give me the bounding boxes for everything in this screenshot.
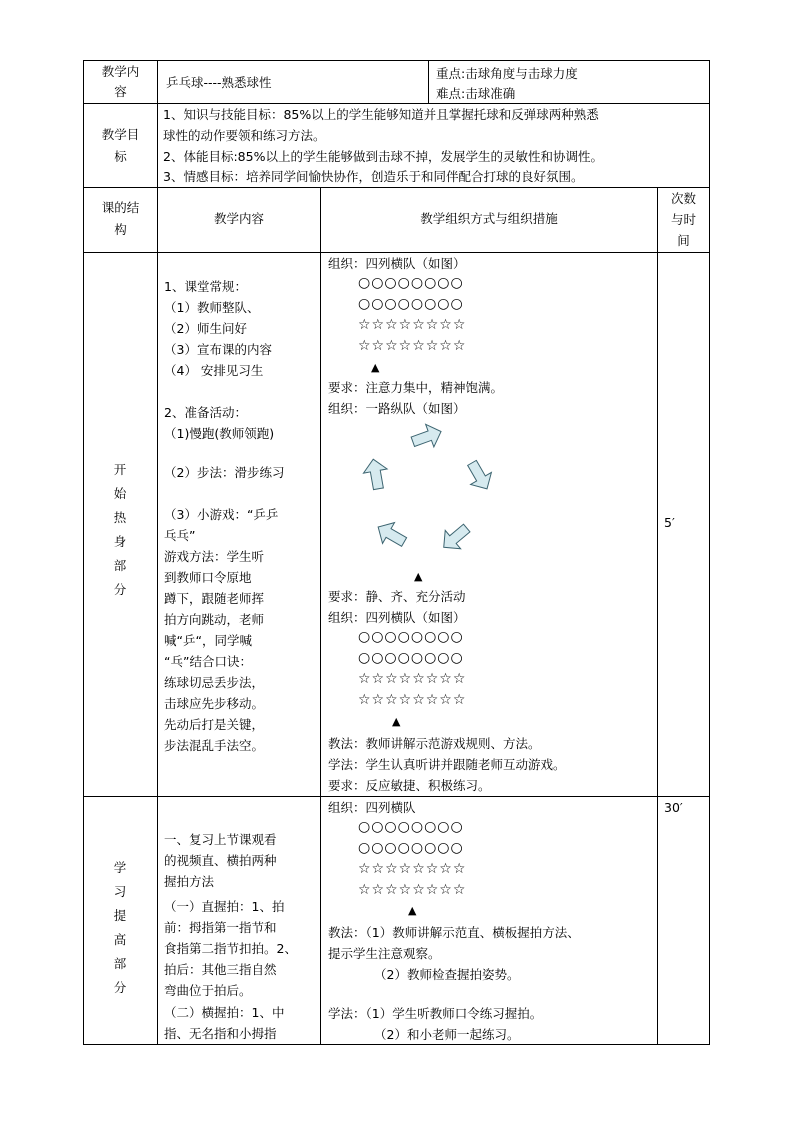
content-label: 教学内 容: [101, 64, 140, 99]
warmup-content-line: （2）步法：滑步练习: [164, 465, 285, 480]
warmup-content-line: （3）宣布课的内容: [164, 342, 272, 357]
key-point: 重点:击球角度与击球力度: [436, 66, 578, 81]
warmup-req-2: 要求：静、齐、充分活动: [328, 589, 466, 604]
teacher-marker: ▲: [392, 715, 401, 728]
warmup-content-line: 练球切忌丢步法，: [164, 675, 265, 690]
warmup-teach: 教法：教师讲解示范游戏规则、方法。: [328, 736, 541, 751]
warmup-time: 5′: [664, 515, 675, 530]
goal-line: 2、体能目标:85%以上的学生能够做到击球不掉，发展学生的灵敏性和协调性。: [163, 149, 603, 164]
study-content-line: 的视频直、横拍两种: [164, 853, 277, 868]
warmup-content-line: （2）师生问好: [164, 321, 247, 336]
formation-row-stars: ☆☆☆☆☆☆☆☆: [358, 338, 467, 354]
goals-label: 教学目 标: [101, 127, 140, 164]
formation-row-circles: ○○○○○○○○: [358, 275, 464, 291]
table-border-top: [83, 60, 709, 61]
arrow-icon: [462, 457, 498, 495]
formation-row-circles: ○○○○○○○○: [358, 819, 464, 835]
study-content-line: 握拍方法: [164, 874, 215, 889]
formation-row-stars: ☆☆☆☆☆☆☆☆: [358, 671, 467, 687]
col-content: 教学内容: [213, 211, 264, 226]
warmup-content-line: 2、准备活动：: [164, 405, 247, 420]
study-content-line: 弯曲位于拍后。: [164, 983, 252, 998]
table-border-right: [709, 60, 710, 1045]
arrow-icon: [436, 519, 474, 557]
goal-line: 3、情感目标：培养同学间愉快协作，创造乐于和同伴配合打球的良好氛围。: [163, 169, 584, 184]
goal-line: 1、知识与技能目标：85%以上的学生能够知道并且掌握托球和反弹球两种熟悉: [163, 107, 599, 122]
study-content-line: （二）横握拍：1、中: [164, 1005, 285, 1020]
study-content-line: 前：拇指第一指节和: [164, 920, 277, 935]
study-teach-3: （2）教师检查握拍姿势。: [374, 967, 520, 982]
formation-row-stars: ☆☆☆☆☆☆☆☆: [358, 882, 467, 898]
formation-row-circles: ○○○○○○○○: [358, 629, 464, 645]
warmup-content-line: （1)慢跑(教师领跑): [164, 426, 275, 441]
formation-row-circles: ○○○○○○○○: [358, 650, 464, 666]
study-teach-1: 教法：（1）教师讲解示范直、横板握拍方法、: [328, 925, 580, 940]
difficulty: 难点:击球准确: [436, 86, 516, 101]
study-section-label: 学 习 提 高 部 分: [113, 860, 127, 995]
running-loop-diagram: [340, 415, 520, 565]
warmup-content-line: 击球应先步移动。: [164, 696, 265, 711]
warmup-content-line: “乓”结合口诀：: [164, 654, 252, 669]
table-rule: [83, 187, 709, 188]
formation-row-stars: ☆☆☆☆☆☆☆☆: [358, 861, 467, 877]
warmup-learn: 学法：学生认真听讲并跟随老师互动游戏。: [328, 757, 566, 772]
warmup-content-line: （3）小游戏：“乒乒: [164, 507, 279, 522]
study-learn-2: （2）和小老师一起练习。: [374, 1027, 520, 1042]
study-content-line: （一）直握拍：1、拍: [164, 899, 285, 914]
warmup-content-line: 蹲下，跟随老师挥: [164, 591, 265, 606]
formation-row-circles: ○○○○○○○○: [358, 840, 464, 856]
arrow-icon: [409, 420, 445, 453]
study-content-line: 一、复习上节课观看: [164, 832, 277, 847]
warmup-section-label: 开 始 热 身 部 分: [113, 462, 127, 597]
teacher-marker: ▲: [414, 570, 423, 583]
study-learn-1: 学法：（1）学生听教师口令练习握拍。: [328, 1006, 543, 1021]
study-teach-2: 提示学生注意观察。: [328, 946, 441, 961]
warmup-content-line: 先动后打是关键，: [164, 717, 265, 732]
teacher-marker: ▲: [408, 904, 417, 917]
warmup-req-1: 要求：注意力集中，精神饱满。: [328, 380, 504, 395]
warmup-content-line: （1）教师整队、: [164, 300, 260, 315]
col-method: 教学组织方式与组织措施: [420, 211, 558, 226]
warmup-content-line: 拍方向跳动，老师: [164, 612, 265, 627]
table-rule: [657, 187, 658, 1045]
warmup-org-2: 组织：一路纵队（如图）: [328, 401, 466, 416]
arrow-icon: [361, 457, 390, 491]
formation-row-stars: ☆☆☆☆☆☆☆☆: [358, 692, 467, 708]
warmup-content-line: 乓乓”: [164, 528, 196, 543]
content-value: 乒乓球----熟悉球性: [166, 75, 272, 90]
formation-row-stars: ☆☆☆☆☆☆☆☆: [358, 317, 467, 333]
formation-row-circles: ○○○○○○○○: [358, 296, 464, 312]
col-time: 次数 与时 间: [670, 191, 696, 248]
goal-line: 球性的动作要领和练习方法。: [163, 128, 326, 143]
warmup-content-line: 游戏方法：学生听: [164, 549, 265, 564]
study-time: 30′: [664, 800, 683, 815]
study-org: 组织：四列横队: [328, 800, 416, 815]
warmup-content-line: 到教师口令原地: [164, 570, 252, 585]
arrow-icon: [372, 517, 410, 553]
warmup-content-line: 1、课堂常规：: [164, 279, 247, 294]
col-structure: 课的结 构: [101, 200, 140, 237]
warmup-org-3: 组织：四列横队（如图）: [328, 610, 466, 625]
table-rule: [428, 60, 429, 104]
warmup-org-1: 组织：四列横队（如图）: [328, 256, 466, 271]
study-content-line: 指、无名指和小拇指: [164, 1026, 277, 1041]
warmup-content-line: （4） 安排见习生: [164, 363, 264, 378]
study-content-line: 食指第二指节扣拍。2、: [164, 941, 297, 956]
warmup-content-line: 步法混乱手法空。: [164, 738, 265, 753]
table-rule: [320, 187, 321, 1045]
teacher-marker: ▲: [371, 361, 380, 374]
warmup-req-3: 要求：反应敏捷、积极练习。: [328, 778, 491, 793]
study-content-line: 拍后：其他三指自然: [164, 962, 277, 977]
warmup-content-line: 喊“乒“，同学喊: [164, 633, 252, 648]
